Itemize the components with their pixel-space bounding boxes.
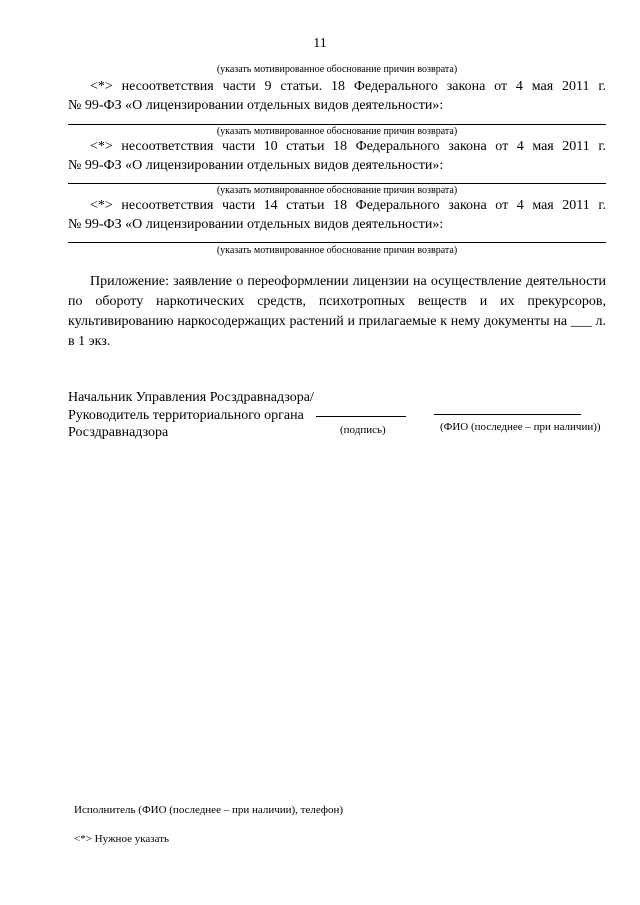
reason-blank-line bbox=[68, 124, 606, 125]
reason-caption: (указать мотивированное обоснование причин возврата) bbox=[216, 185, 458, 196]
name-line bbox=[434, 414, 581, 415]
reason-caption: (указать мотивированное обоснование причин возврата) bbox=[216, 245, 458, 256]
signature-caption: (подпись) bbox=[340, 424, 386, 436]
item-line: № 99-ФЗ «О лицензировании отдельных видов деятельности»: bbox=[68, 158, 444, 173]
item-line: <*> несоответствия части 10 статьи 18 Федерального закона от 4 мая 2011 г. bbox=[90, 139, 606, 154]
item-paragraph bbox=[68, 196, 606, 234]
reason-caption: (указать мотивированное обоснование причин возврата) bbox=[216, 126, 458, 137]
item-line: <*> несоответствия части 9 статьи. 18 Федерального закона от 4 мая 2011 г. bbox=[90, 79, 606, 94]
signer-title-line1: Начальник Управления Росздравнадзора/ bbox=[68, 390, 314, 405]
signer-title-line3: Росздравнадзора bbox=[68, 425, 169, 440]
reason-blank-line bbox=[68, 183, 606, 184]
signer-title-line2: Руководитель территориального органа bbox=[68, 408, 304, 423]
item-line: <*> несоответствия части 14 статьи 18 Федерального закона от 4 мая 2011 г. bbox=[90, 198, 606, 213]
item-line: № 99-ФЗ «О лицензировании отдельных видов деятельности»: bbox=[68, 98, 444, 113]
signature-line bbox=[316, 416, 406, 417]
reason-blank-line bbox=[68, 242, 606, 243]
page-number: 11 bbox=[313, 36, 327, 51]
item-line: № 99-ФЗ «О лицензировании отдельных видов деятельности»: bbox=[68, 217, 444, 232]
name-caption: (ФИО (последнее – при наличии)) bbox=[440, 421, 601, 433]
appendix-paragraph: Приложение: заявление о переоформлении лицензии на осуществление деятельности по обороту наркотических средств, психотропных веществ и их прекурсоров, культивированию наркосодержащих растений и прилагаемые к нему документы на ___ л. в 1 экз. bbox=[68, 274, 606, 349]
item-paragraph bbox=[68, 137, 606, 175]
footnote: <*> Нужное указать bbox=[74, 833, 170, 845]
executor-line: Исполнитель (ФИО (последнее – при наличии), телефон) bbox=[74, 804, 344, 816]
item-paragraph bbox=[68, 77, 606, 115]
reason-caption: (указать мотивированное обоснование причин возврата) bbox=[216, 64, 458, 75]
